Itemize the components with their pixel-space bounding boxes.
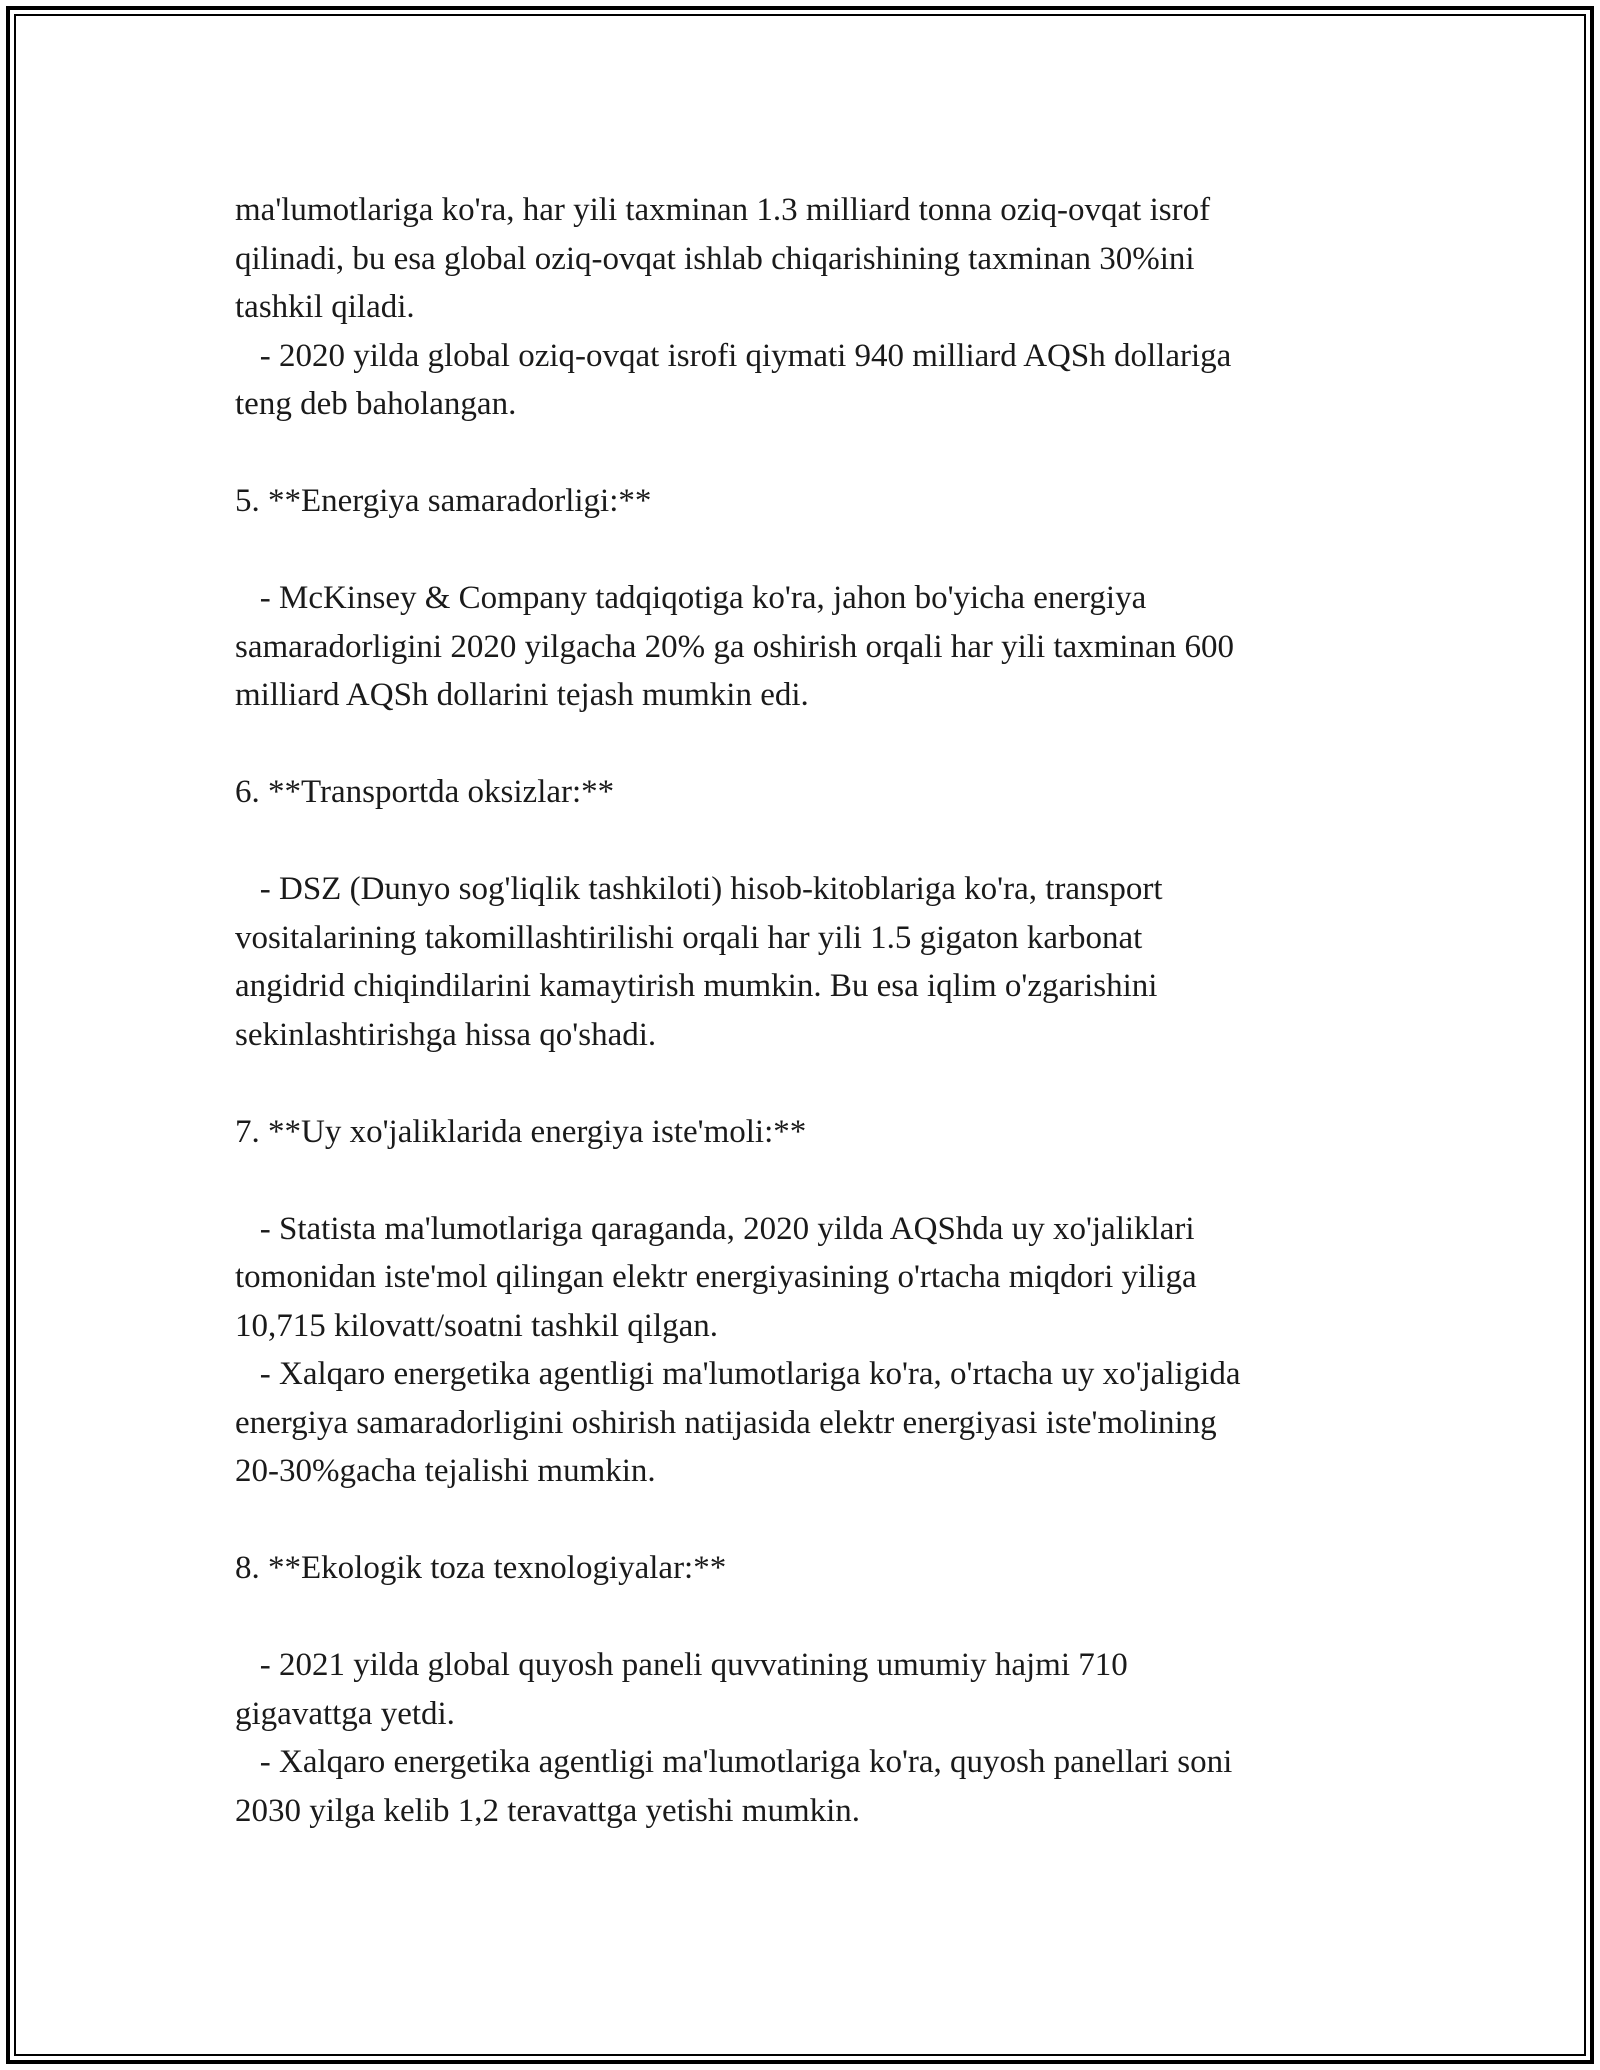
text-line: qilinadi, bu esa global oziq-ovqat ishlab chiqarishining taxminan 30%ini bbox=[235, 240, 1195, 277]
text-line: samaradorligini 2020 yilgacha 20% ga oshirish orqali har yili taxminan 600 bbox=[235, 628, 1234, 665]
text-line: - DSZ (Dunyo sog'liqlik tashkiloti) hisob-kitoblariga ko'ra, transport bbox=[235, 871, 1163, 907]
blank-line bbox=[235, 1593, 1385, 1642]
blank-line bbox=[235, 720, 1385, 769]
text-line: teng deb baholangan. bbox=[235, 386, 517, 422]
blank-line bbox=[235, 817, 1385, 866]
text-line: angidrid chiqindilarini kamaytirish mumkin. Bu esa iqlim o'zgarishini bbox=[235, 968, 1158, 1004]
text-line: tashkil qiladi. bbox=[235, 289, 415, 325]
text-line: - McKinsey & Company tadqiqotiga ko'ra, jahon bo'yicha energiya bbox=[235, 580, 1147, 616]
blank-line bbox=[235, 429, 1385, 478]
blank-line bbox=[235, 1059, 1385, 1108]
text-line: gigavattga yetdi. bbox=[235, 1695, 455, 1732]
section-heading: 6. **Transportda oksizlar:** bbox=[235, 774, 615, 810]
text-line: - Xalqaro energetika agentligi ma'lumotlariga ko'ra, o'rtacha uy xo'jaligida bbox=[235, 1356, 1241, 1392]
text-line: - 2020 yilda global oziq-ovqat isrofi qiymati 940 milliard AQSh dollariga bbox=[235, 337, 1232, 374]
text-line: 10,715 kilovatt/soatni tashkil qilgan. bbox=[235, 1307, 719, 1344]
text-line: milliard AQSh dollarini tejash mumkin edi. bbox=[235, 677, 809, 713]
text-line: vositalarining takomillashtirilishi orqali har yili 1.5 gigaton karbonat bbox=[235, 919, 1143, 956]
text-line: - 2021 yilda global quyosh paneli quvvatining umumiy hajmi 710 bbox=[235, 1647, 1128, 1683]
text-line: ma'lumotlariga ko'ra, har yili taxminan 1.3 milliard tonna oziq-ovqat isrof bbox=[235, 192, 1211, 228]
text-line: - Statista ma'lumotlariga qaraganda, 2020 yilda AQShda uy xo'jaliklari bbox=[235, 1210, 1195, 1247]
section-heading: 7. **Uy xo'jaliklarida energiya iste'moli:** bbox=[235, 1113, 807, 1150]
blank-line bbox=[235, 1496, 1385, 1545]
text-line: sekinlashtirishga hissa qo'shadi. bbox=[235, 1016, 657, 1053]
blank-line bbox=[235, 526, 1385, 575]
section-heading: 8. **Ekologik toza texnologiyalar:** bbox=[235, 1550, 727, 1586]
section-heading: 5. **Energiya samaradorligi:** bbox=[235, 483, 652, 519]
document-body bbox=[235, 186, 1385, 1835]
text-line: 20-30%gacha tejalishi mumkin. bbox=[235, 1453, 656, 1489]
text-line: energiya samaradorligini oshirish natijasida elektr energiyasi iste'molining bbox=[235, 1404, 1217, 1441]
text-line: tomonidan iste'mol qilingan elektr energiyasining o'rtacha miqdori yiliga bbox=[235, 1259, 1197, 1295]
text-line: - Xalqaro energetika agentligi ma'lumotlariga ko'ra, quyosh panellari soni bbox=[235, 1744, 1233, 1780]
blank-line bbox=[235, 1156, 1385, 1205]
text-line: 2030 yilga kelib 1,2 teravattga yetishi mumkin. bbox=[235, 1792, 861, 1829]
